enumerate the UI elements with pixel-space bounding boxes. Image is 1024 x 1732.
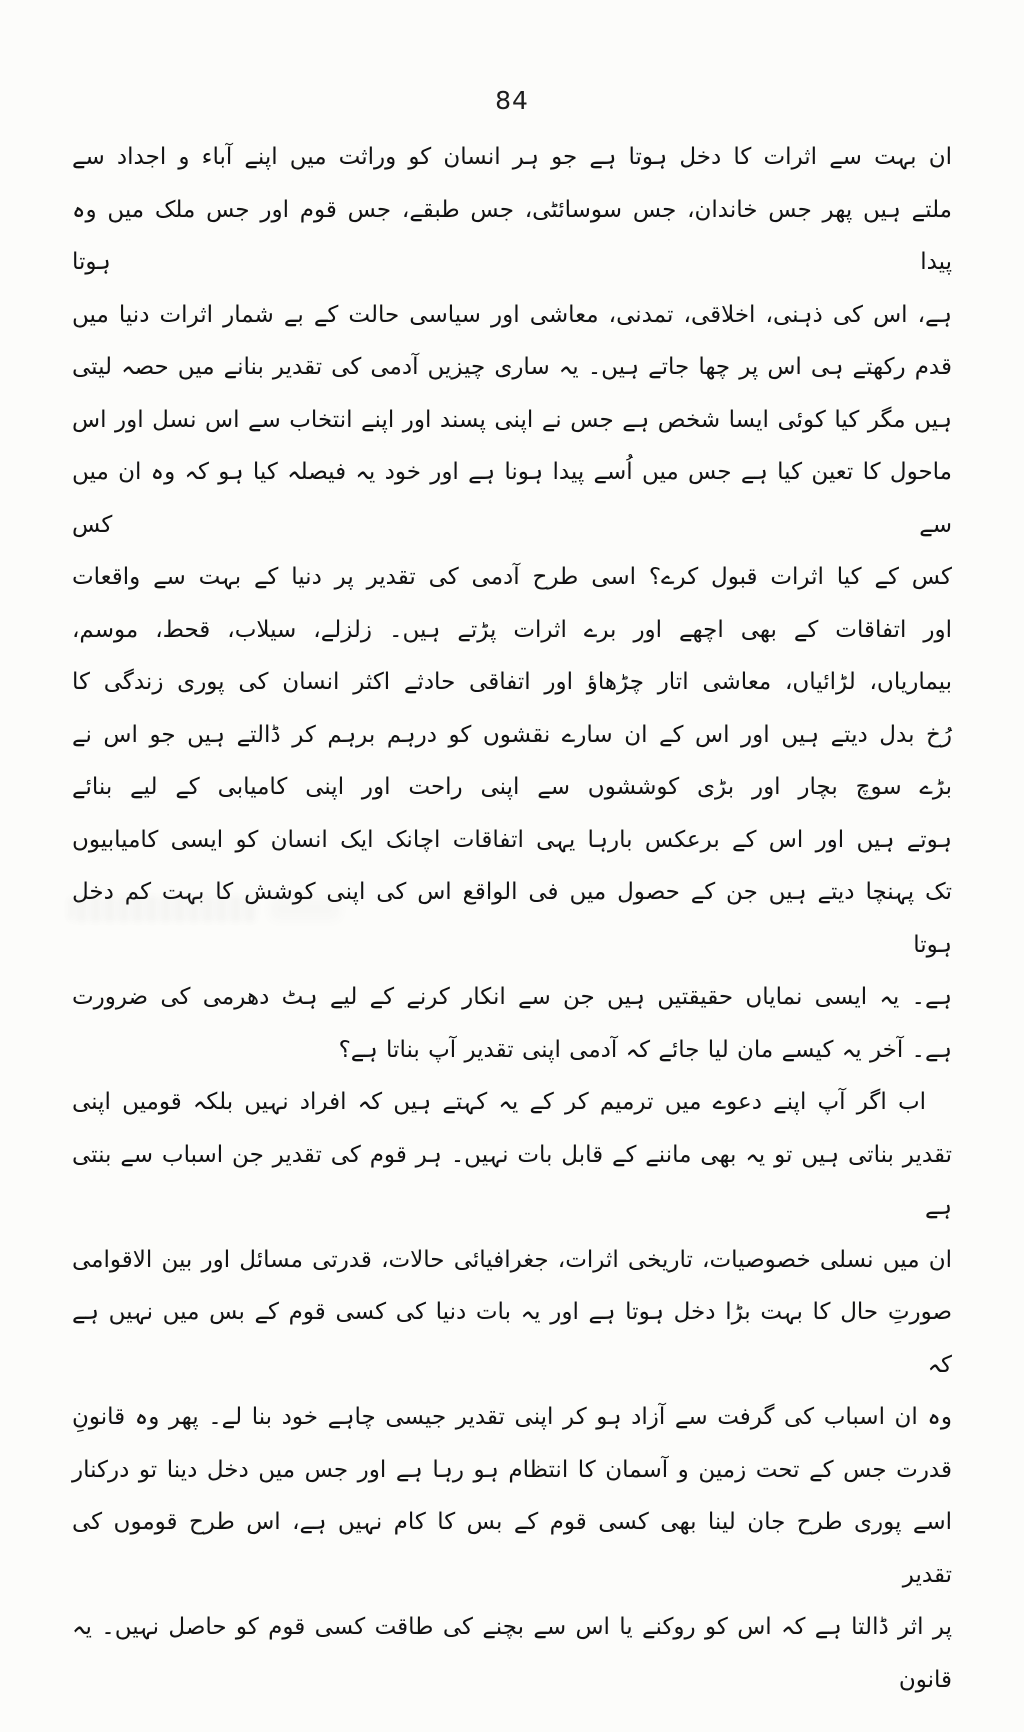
text-line: ماحول کا تعین کیا ہے جس میں اُسے پیدا ہونا ہے اور خود یہ فیصلہ کیا ہو کہ وہ ان میں سے کس [72,459,952,538]
text-line: ہے، اس کی ذہنی، اخلاقی، تمدنی، معاشی اور سیاسی حالت کے بے شمار اثرات دنیا میں [72,301,952,328]
text-line: تک پہنچا دیتے ہیں جن کے حصول میں فی الواقع اس کی اپنی کوشش کا بہت کم دخل ہوتا [72,879,952,958]
text-line: قدم رکھتے ہی اس پر چھا جاتے ہیں۔ یہ ساری چیزیں آدمی کی تقدیر بنانے میں حصہ لیتی [72,354,952,380]
text-line: ہیں مگر کیا کوئی ایسا شخص ہے جس نے اپنی پسند اور اپنے انتخاب سے اس نسل اور اس [72,406,952,433]
text-line: ملتے ہیں پھر جس خاندان، جس سوسائٹی، جس طبقے، جس قوم اور جس ملک میں وہ پیدا ہوتا [72,196,952,275]
text-line: ان میں نسلی خصوصیات، تاریخی اثرات، جغرافیائی حالات، قدرتی مسائل اور بین الاقوامی [72,1246,952,1273]
text-line: پر اثر ڈالتا ہے کہ اس کو روکنے یا اس سے بچنے کی طاقت کسی قوم کو حاصل نہیں۔ یہ قانون [72,1614,952,1693]
page-number: 84 [495,86,529,115]
text-line: کس کے کیا اثرات قبول کرے؟ اسی طرح آدمی کی تقدیر پر دنیا کے بہت سے واقعات [72,564,952,590]
text-line: تقدیر بناتی ہیں تو یہ بھی ماننے کے قابل بات نہیں۔ ہر قوم کی تقدیر جن اسباب سے بنتی ہے [72,1141,952,1220]
text-line: اور اتفاقات کے بھی اچھے اور برے اثرات پڑتے ہیں۔ زلزلے، سیلاب، قحط، موسم، [72,616,952,643]
text-line: وہ ان اسباب کی گرفت سے آزاد ہو کر اپنی تقدیر جیسی چاہے خود بنا لے۔ پھر وہ قانونِ [72,1404,952,1430]
text-line: ہے۔ یہ ایسی نمایاں حقیقتیں ہیں جن سے انکار کرنے کے لیے ہٹ دھرمی کی ضرورت [72,984,952,1010]
text-block [0,115,1024,1706]
text-line: قدرت جس کے تحت زمین و آسمان کا انتظام ہو رہا ہے اور جس میں دخل دینا تو درکنار [72,1456,952,1483]
text-line: بڑے سوچ بچار اور بڑی کوششوں سے اپنی راحت اور اپنی کامیابی کے لیے بنائے [72,774,952,800]
text-line: صورتِ حال کا بہت بڑا دخل ہوتا ہے اور یہ بات دنیا کی کسی قوم کے بس میں نہیں ہے کہ [72,1299,952,1378]
text-line: اب اگر آپ اپنے دعوے میں ترمیم کر کے یہ کہتے ہیں کہ افراد نہیں بلکہ قومیں اپنی [72,1089,926,1115]
text-line: ہوتے ہیں اور اس کے برعکس بارہا یہی اتفاقات اچانک ایک انسان کو ایسی کامیابیوں [72,826,952,853]
text-line: اسے پوری طرح جان لینا بھی کسی قوم کے بس کا کام نہیں ہے، اس طرح قوموں کی تقدیر [72,1509,952,1588]
text-line: ان بہت سے اثرات کا دخل ہوتا ہے جو ہر انسان کو وراثت میں اپنے آباء و اجداد سے [72,144,952,170]
text-line: رُخ بدل دیتے ہیں اور اس کے ان سارے نقشوں کو درہم برہم کر ڈالتے ہیں جو اس نے [72,721,952,748]
text-line: ہے۔ آخر یہ کیسے مان لیا جائے کہ آدمی اپنی تقدیر آپ بناتا ہے؟ [338,1036,952,1063]
text-line: بیماریاں، لڑائیاں، معاشی اتار چڑھاؤ اور اتفاقی حادثے اکثر انسان کی پوری زندگی کا [72,669,952,695]
